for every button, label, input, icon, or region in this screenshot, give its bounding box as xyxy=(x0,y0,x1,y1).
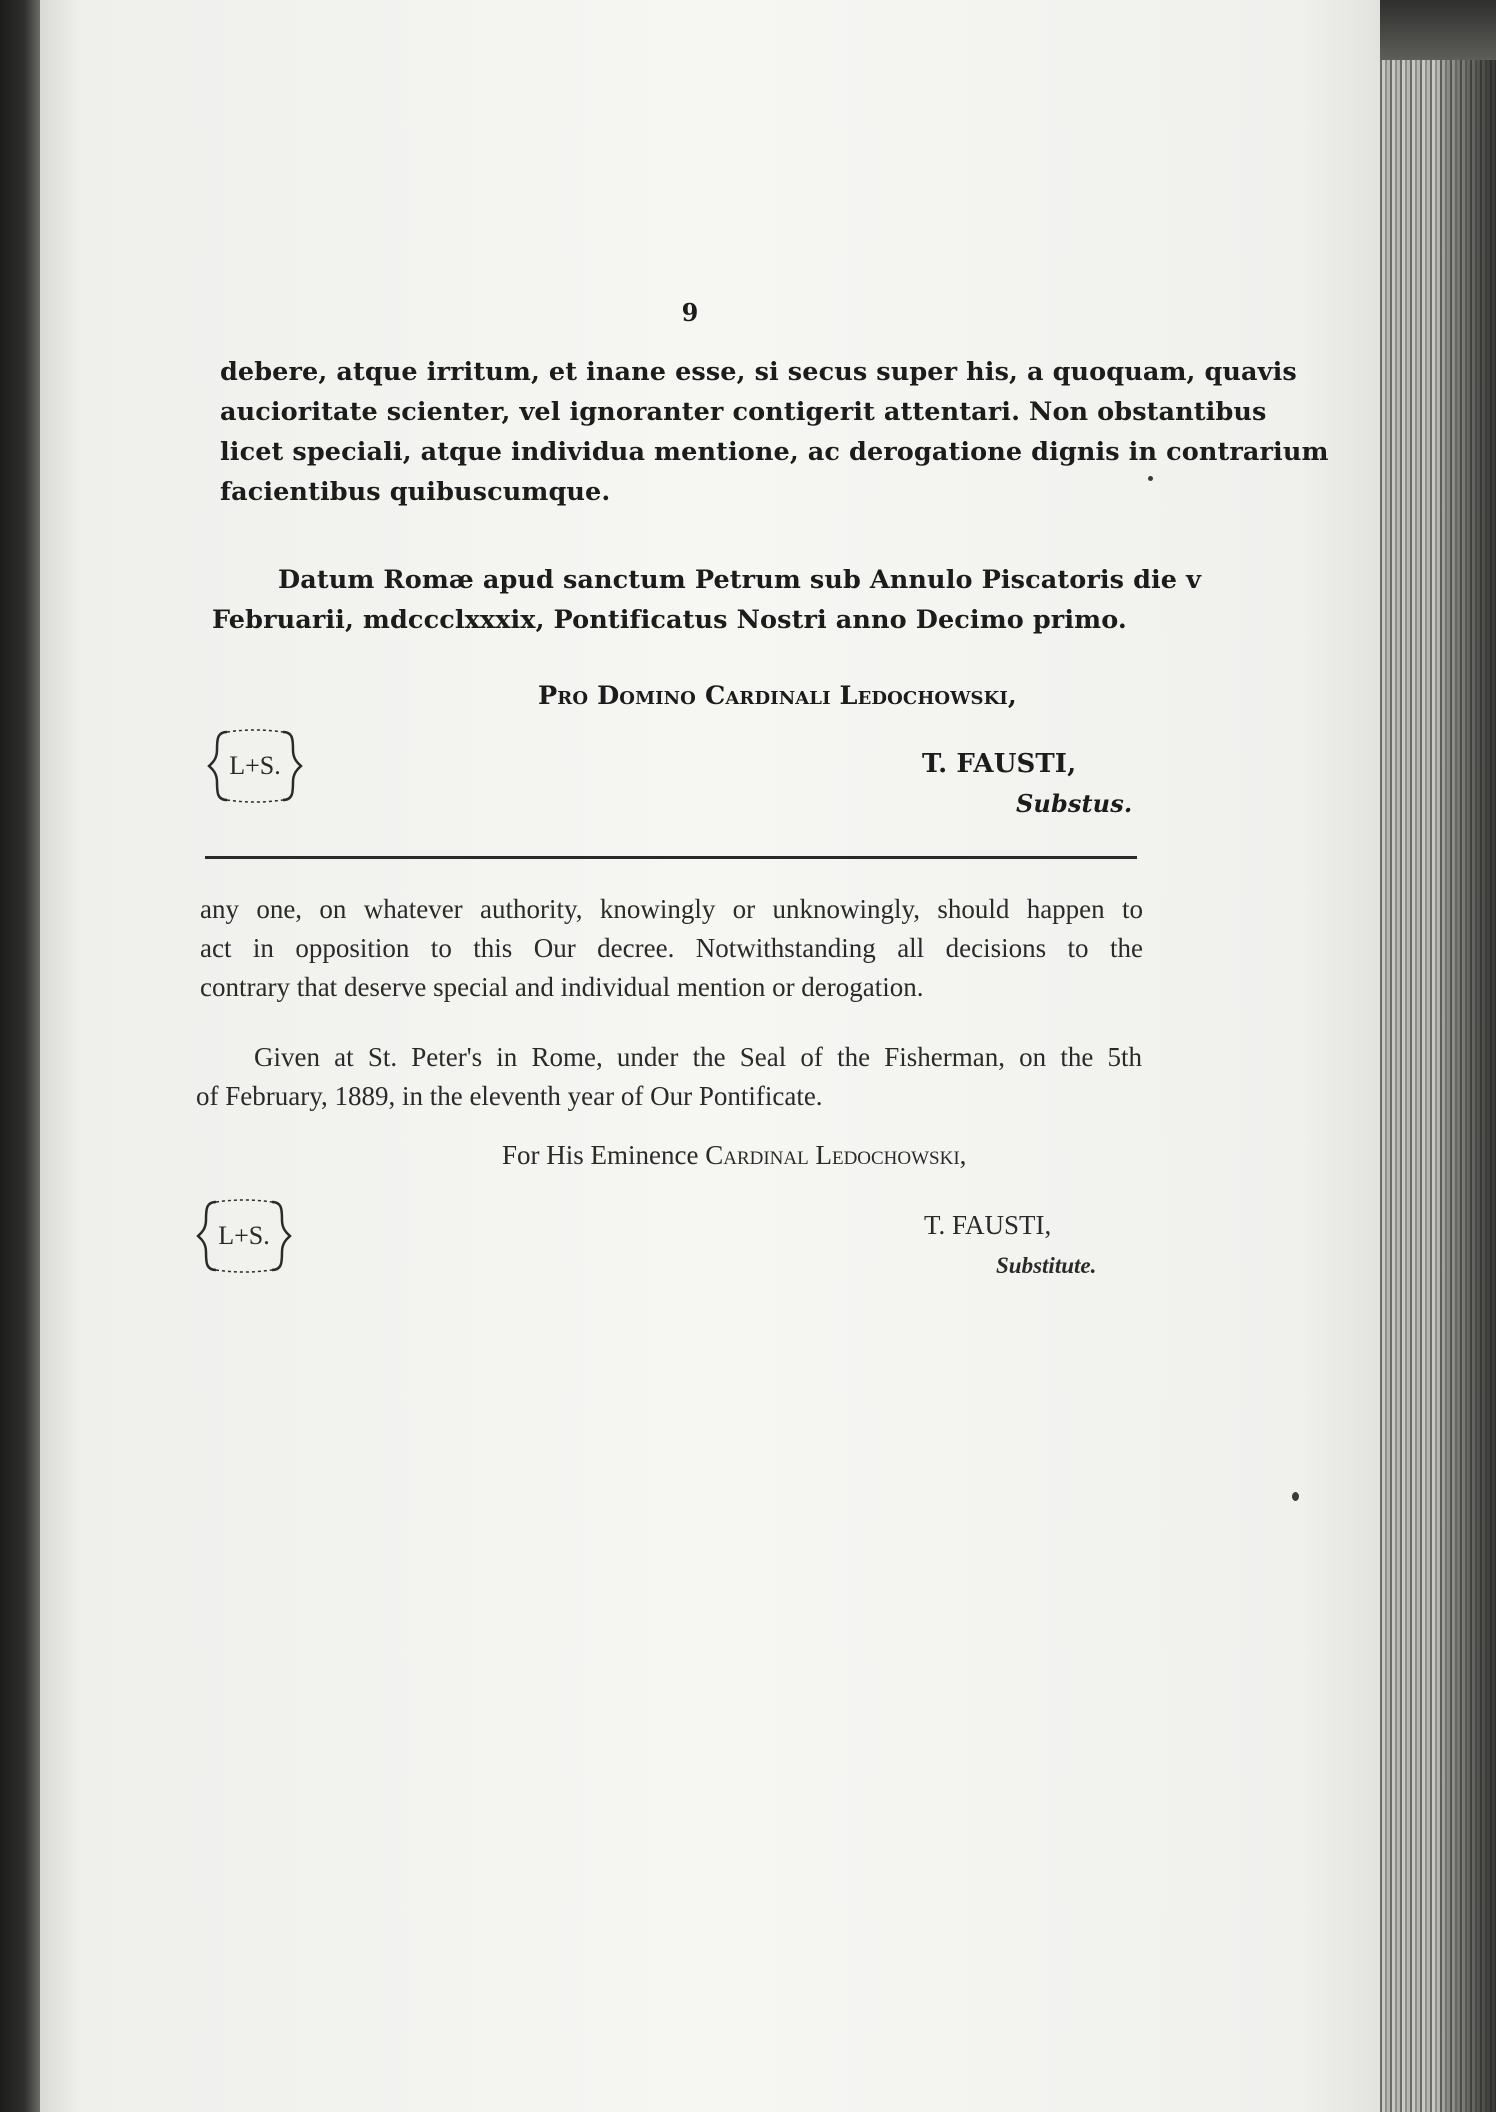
english-seal xyxy=(194,1196,294,1276)
text-line: licet speciali, atque individua mentione, ac derogatione dignis in contrarium xyxy=(220,437,1329,467)
latin-signature-line: Pro Domino Cardinali Ledochowski, xyxy=(538,681,1017,711)
english-signature-line xyxy=(502,1136,966,1175)
text-line: facientibus quibuscumque. xyxy=(220,477,611,507)
latin-paragraph-2 xyxy=(212,560,1202,640)
english-paragraph-1 xyxy=(200,890,1143,1007)
latin-signer: T. FAUSTI, xyxy=(922,749,1077,779)
text-line: any one, on whatever authority, knowingly or unknowingly, should happen to xyxy=(200,894,1143,924)
english-signer: T. FAUSTI, xyxy=(924,1210,1052,1240)
seal-label: L+S. xyxy=(218,1221,270,1250)
page-number: 9 xyxy=(681,298,699,327)
latin-seal xyxy=(205,726,305,806)
text-line: Datum Romæ apud sanctum Petrum sub Annulo Piscatoris die v xyxy=(278,565,1202,595)
signature-prefix: For His Eminence xyxy=(502,1140,706,1170)
english-paragraph-2 xyxy=(196,1038,1142,1116)
page-speck xyxy=(1292,1492,1299,1501)
page-edge-shadow xyxy=(1440,60,1496,2112)
text-line: of February, 1889, in the eleventh year of Our Pontificate. xyxy=(196,1081,823,1111)
text-line: Februarii, mdccclxxxix, Pontificatus Nostri anno Decimo primo. xyxy=(212,605,1127,635)
text-line: act in opposition to this Our decree. Notwithstanding all decisions to the xyxy=(200,933,1143,963)
signature-name: Cardinal Ledochowski, xyxy=(705,1140,967,1170)
text-line: debere, atque irritum, et inane esse, si secus super his, a quoquam, quavis xyxy=(220,357,1297,387)
text-line: Given at St. Peter's in Rome, under the Seal of the Fisherman, on the 5th xyxy=(254,1042,1142,1072)
english-signer-title: Substitute. xyxy=(996,1253,1097,1278)
text-line: aucioritate scienter, vel ignoranter contigerit attentari. Non obstantibus xyxy=(220,397,1267,427)
latin-signer-title: Substus. xyxy=(1016,789,1133,818)
page-stack-top xyxy=(1372,0,1496,60)
section-divider xyxy=(205,856,1137,859)
latin-paragraph-1 xyxy=(220,352,1329,512)
text-line: contrary that deserve special and individual mention or derogation. xyxy=(200,972,924,1002)
seal-label: L+S. xyxy=(229,751,281,780)
